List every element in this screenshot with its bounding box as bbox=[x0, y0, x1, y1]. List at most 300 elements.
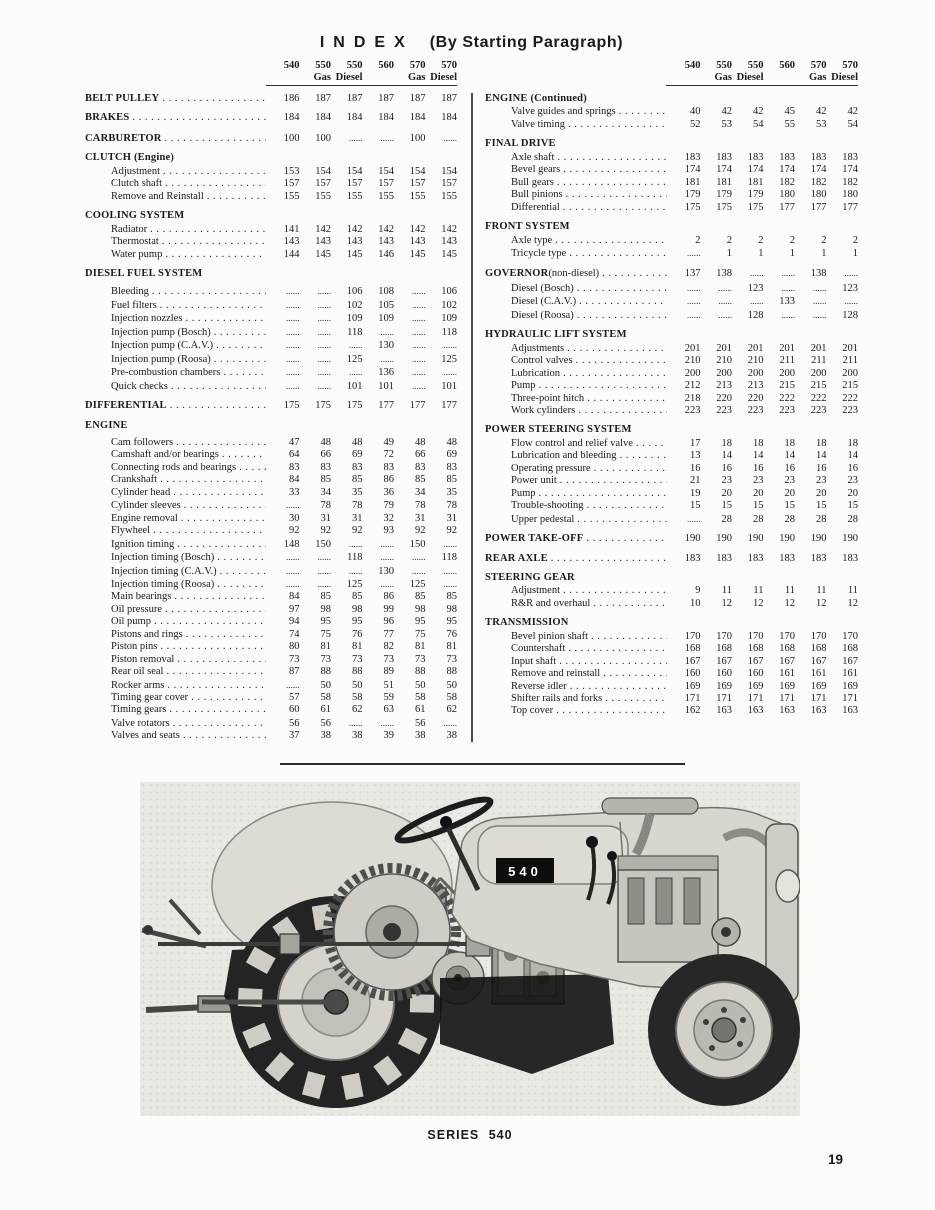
index-row-label-text: Injection pump (C.A.V.) bbox=[111, 340, 214, 352]
leader-dots bbox=[164, 133, 266, 145]
leader-dots bbox=[563, 164, 667, 176]
paragraph-number: 210 bbox=[747, 355, 764, 367]
paragraph-number: 223 bbox=[810, 404, 827, 416]
index-row-label-text: Reverse idler bbox=[511, 680, 567, 692]
paragraph-number: ...... bbox=[286, 552, 300, 563]
paragraph-number: 93 bbox=[383, 525, 394, 537]
paragraph-number: 143 bbox=[409, 236, 426, 248]
paragraph-number: ...... bbox=[349, 565, 363, 576]
paragraph-number: ...... bbox=[412, 326, 426, 337]
index-row-label bbox=[485, 500, 669, 512]
paragraph-number: 98 bbox=[320, 603, 331, 615]
paragraph-number: 168 bbox=[779, 643, 795, 655]
tractor-cutaway-illustration bbox=[140, 782, 800, 1116]
paragraph-number: 123 bbox=[747, 282, 764, 294]
index-row-label bbox=[85, 604, 268, 616]
paragraph-number: 81 bbox=[446, 641, 457, 653]
section-heading-text: HYDRAULIC LIFT SYSTEM bbox=[485, 329, 627, 341]
paragraph-number: 213 bbox=[716, 380, 732, 392]
paragraph-number: 15 bbox=[753, 500, 764, 512]
paragraph-number: ...... bbox=[380, 132, 394, 143]
index-row bbox=[85, 679, 457, 692]
paragraph-number: 28 bbox=[753, 513, 764, 525]
index-row-label-text: Piston removal bbox=[111, 653, 175, 665]
paragraph-number: 162 bbox=[684, 705, 701, 717]
paragraph-number: 154 bbox=[346, 165, 363, 177]
paragraph-number: 143 bbox=[441, 236, 457, 248]
paragraph-number: 183 bbox=[716, 151, 732, 163]
paragraph-number: 154 bbox=[441, 165, 457, 177]
figure-divider-rule bbox=[280, 763, 685, 765]
index-row bbox=[85, 236, 457, 248]
index-row bbox=[485, 585, 858, 597]
paragraph-number: 184 bbox=[441, 112, 457, 124]
leader-dots bbox=[177, 654, 266, 666]
paragraph-number: 11 bbox=[847, 585, 858, 597]
paragraph-number: ...... bbox=[349, 717, 363, 728]
index-row-label-text: Flow control and relief valve bbox=[511, 437, 633, 449]
index-row-label-text: Valve guides and springs bbox=[511, 106, 616, 118]
paragraph-number: 98 bbox=[352, 603, 363, 615]
paragraph-number: 167 bbox=[810, 655, 827, 667]
index-section bbox=[485, 533, 858, 545]
paragraph-number: 177 bbox=[779, 201, 795, 213]
index-row bbox=[85, 462, 457, 474]
index-row-label-text: Pump bbox=[511, 380, 536, 392]
index-section-heading bbox=[85, 268, 457, 280]
index-row bbox=[485, 598, 858, 610]
index-row-label-text: Thermostat bbox=[111, 236, 159, 248]
index-row bbox=[485, 106, 858, 118]
paragraph-number: 150 bbox=[315, 538, 331, 550]
index-row-label-text: Pump bbox=[511, 487, 536, 499]
paragraph-number: ...... bbox=[687, 513, 701, 524]
paragraph-number: ...... bbox=[412, 299, 426, 310]
index-row-label-text: Valves and seats bbox=[111, 730, 180, 742]
index-section-heading bbox=[85, 400, 457, 412]
paragraph-number: 62 bbox=[352, 704, 363, 716]
paragraph-number: 57 bbox=[289, 692, 300, 704]
paragraph-number: 170 bbox=[716, 630, 732, 642]
leader-dots bbox=[150, 224, 266, 236]
index-row bbox=[485, 164, 858, 176]
paragraph-number: 200 bbox=[842, 367, 858, 379]
leader-dots bbox=[186, 629, 266, 641]
paragraph-number: 167 bbox=[842, 655, 858, 667]
leader-dots bbox=[165, 604, 266, 616]
paragraph-number: ...... bbox=[718, 309, 732, 320]
paragraph-number: 184 bbox=[346, 112, 363, 124]
paragraph-number: 42 bbox=[816, 106, 827, 118]
index-row-label bbox=[85, 513, 268, 525]
index-row bbox=[485, 343, 858, 355]
paragraph-number: 75 bbox=[320, 628, 331, 640]
index-row-label-text: Ignition timing bbox=[111, 538, 175, 550]
paragraph-number: 85 bbox=[320, 591, 331, 603]
paragraph-number: 73 bbox=[415, 653, 426, 665]
index-row-label bbox=[485, 693, 669, 705]
table-column-headers bbox=[85, 60, 457, 83]
index-row-label-text: Bevel gears bbox=[511, 164, 561, 176]
paragraph-number: ...... bbox=[317, 565, 331, 576]
paragraph-number: 20 bbox=[816, 487, 827, 499]
index-row-label-text: Timing gears bbox=[111, 704, 167, 716]
index-row-label bbox=[485, 380, 669, 392]
paragraph-number: 118 bbox=[441, 552, 457, 564]
section-heading-text: BELT PULLEY bbox=[85, 93, 160, 104]
paragraph-number: 125 bbox=[346, 578, 363, 590]
index-row-label bbox=[485, 514, 669, 526]
index-row-label-text: Lubrication and bleeding bbox=[511, 450, 617, 462]
index-row-label bbox=[85, 224, 268, 236]
paragraph-number: 210 bbox=[684, 355, 701, 367]
paragraph-number: 16 bbox=[753, 462, 764, 474]
paragraph-number: 190 bbox=[684, 533, 701, 545]
paragraph-number: 168 bbox=[716, 643, 732, 655]
index-row bbox=[485, 295, 858, 308]
paragraph-number: 48 bbox=[415, 436, 426, 448]
paragraph-number: 190 bbox=[747, 533, 764, 545]
leader-dots bbox=[567, 343, 667, 355]
paragraph-number: 84 bbox=[289, 474, 300, 486]
paragraph-number: 109 bbox=[378, 313, 394, 325]
index-row bbox=[485, 668, 858, 680]
leader-dots bbox=[173, 718, 266, 730]
paragraph-number: 60 bbox=[289, 704, 300, 716]
index-row-label-text: Power unit bbox=[511, 475, 557, 487]
paragraph-number: 181 bbox=[716, 176, 732, 188]
paragraph-number: 83 bbox=[415, 461, 426, 473]
column-header bbox=[363, 60, 395, 83]
index-row bbox=[485, 631, 858, 643]
index-row-label bbox=[485, 463, 669, 475]
paragraph-number: ...... bbox=[781, 268, 795, 279]
paragraph-number: 128 bbox=[842, 309, 858, 321]
paragraph-number: 20 bbox=[721, 487, 732, 499]
paragraph-number: 222 bbox=[810, 392, 827, 404]
index-row bbox=[85, 178, 457, 190]
paragraph-number: ...... bbox=[349, 132, 363, 143]
paragraph-number: 177 bbox=[441, 400, 457, 412]
paragraph-number: ...... bbox=[443, 367, 457, 378]
paragraph-number: 109 bbox=[346, 313, 363, 325]
index-row-label-text: Injection timing (C.A.V.) bbox=[111, 565, 217, 577]
paragraph-number: 85 bbox=[320, 474, 331, 486]
paragraph-number: 155 bbox=[283, 190, 300, 202]
index-section-heading bbox=[485, 533, 858, 545]
column-header bbox=[426, 60, 458, 83]
paragraph-number: 56 bbox=[415, 717, 426, 729]
index-row-label bbox=[85, 449, 268, 461]
leader-dots bbox=[605, 693, 667, 705]
paragraph-number: ...... bbox=[286, 565, 300, 576]
paragraph-number: 35 bbox=[352, 486, 363, 498]
leader-dots bbox=[566, 189, 667, 201]
paragraph-number: 23 bbox=[753, 475, 764, 487]
paragraph-number: 184 bbox=[283, 112, 300, 124]
index-row-label bbox=[485, 405, 669, 417]
paragraph-number: 179 bbox=[747, 189, 764, 201]
index-section bbox=[485, 221, 858, 260]
paragraph-number: 23 bbox=[847, 475, 858, 487]
paragraph-number: 85 bbox=[415, 474, 426, 486]
paragraph-number: 2 bbox=[726, 234, 732, 246]
paragraph-number: 167 bbox=[716, 655, 732, 667]
leader-dots bbox=[214, 354, 266, 366]
paragraph-number: 50 bbox=[320, 679, 331, 691]
index-row-label bbox=[85, 616, 268, 628]
paragraph-number: 83 bbox=[352, 461, 363, 473]
paragraph-number: 130 bbox=[378, 565, 394, 577]
index-row-label bbox=[85, 367, 268, 379]
figure-caption: SERIES 540 bbox=[427, 1127, 513, 1142]
paragraph-number: 168 bbox=[747, 643, 764, 655]
index-row-label bbox=[85, 191, 268, 203]
paragraph-number: 101 bbox=[346, 380, 363, 392]
index-row bbox=[85, 629, 457, 641]
index-row-label bbox=[485, 343, 669, 355]
paragraph-number: 18 bbox=[753, 437, 764, 449]
leader-dots bbox=[563, 202, 667, 214]
paragraph-number: ...... bbox=[286, 340, 300, 351]
paragraph-number: 14 bbox=[753, 450, 764, 462]
paragraph-number: 78 bbox=[415, 500, 426, 512]
section-heading-label bbox=[85, 152, 457, 164]
section-heading-label bbox=[485, 138, 858, 150]
paragraph-number: 1 bbox=[726, 247, 732, 259]
paragraph-number: 211 bbox=[842, 355, 858, 367]
index-table-left bbox=[85, 60, 457, 750]
paragraph-number: 155 bbox=[441, 190, 457, 202]
paragraph-number: 187 bbox=[409, 93, 426, 104]
index-row-label-text: Axle shaft bbox=[511, 151, 555, 163]
section-heading-label bbox=[485, 329, 858, 341]
paragraph-number: 175 bbox=[684, 201, 701, 213]
index-row-label bbox=[485, 450, 669, 462]
paragraph-number: 23 bbox=[721, 475, 732, 487]
paragraph-number: 201 bbox=[842, 342, 858, 354]
paragraph-number: 23 bbox=[784, 475, 795, 487]
paragraph-number: 144 bbox=[283, 248, 300, 260]
index-section bbox=[85, 132, 457, 145]
index-row-label-text: Differential bbox=[511, 201, 560, 213]
paragraph-number: 150 bbox=[409, 538, 426, 550]
paragraph-number: 45 bbox=[784, 106, 795, 118]
paragraph-number: 85 bbox=[446, 474, 457, 486]
paragraph-number: ...... bbox=[286, 299, 300, 310]
paragraph-number: 183 bbox=[747, 552, 764, 564]
paragraph-number: 142 bbox=[409, 223, 426, 235]
index-row bbox=[485, 693, 858, 705]
leader-dots bbox=[223, 367, 266, 379]
leader-dots bbox=[578, 405, 667, 417]
paragraph-number: 92 bbox=[320, 525, 331, 537]
index-row-label-text: Connecting rods and bearings bbox=[111, 461, 237, 473]
index-row bbox=[85, 578, 457, 591]
column-header bbox=[669, 60, 701, 83]
paragraph-number: 118 bbox=[347, 326, 363, 338]
paragraph-number: 58 bbox=[446, 692, 457, 704]
paragraph-number: 170 bbox=[684, 630, 701, 642]
paragraph-number: 88 bbox=[352, 666, 363, 678]
paragraph-number: 100 bbox=[283, 132, 300, 144]
paragraph-number: 77 bbox=[383, 628, 394, 640]
index-section bbox=[485, 424, 858, 526]
paragraph-number: 190 bbox=[716, 533, 732, 545]
paragraph-number: 94 bbox=[289, 616, 300, 628]
index-row-label bbox=[485, 355, 669, 367]
index-row-label bbox=[485, 438, 669, 450]
paragraph-number: 96 bbox=[383, 616, 394, 628]
index-row bbox=[485, 282, 858, 295]
paragraph-number: ...... bbox=[317, 313, 331, 324]
index-row bbox=[485, 247, 858, 260]
paragraph-number: 53 bbox=[816, 118, 827, 130]
leader-dots bbox=[559, 656, 667, 668]
paragraph-number: ...... bbox=[380, 578, 394, 589]
leader-dots bbox=[216, 340, 266, 352]
paragraph-number: 83 bbox=[320, 461, 331, 473]
paragraph-number: 15 bbox=[816, 500, 827, 512]
page-title-subtitle: (By Starting Paragraph) bbox=[429, 34, 624, 51]
index-row-label-text: Remove and Reinstall bbox=[111, 190, 204, 202]
leader-dots bbox=[170, 400, 266, 412]
paragraph-number: 187 bbox=[346, 93, 363, 104]
column-header-fuel: Diesel bbox=[831, 71, 858, 83]
paragraph-number: 83 bbox=[446, 461, 457, 473]
index-row-label-text: Cam followers bbox=[111, 436, 174, 448]
section-heading-text: ENGINE (Continued) bbox=[485, 93, 587, 104]
index-section-heading bbox=[485, 424, 858, 436]
paragraph-number: 63 bbox=[383, 704, 394, 716]
paragraph-number: 171 bbox=[842, 693, 858, 705]
paragraph-number: 212 bbox=[684, 380, 701, 392]
index-section-heading bbox=[85, 132, 457, 145]
paragraph-number: ...... bbox=[317, 380, 331, 391]
paragraph-number: 28 bbox=[721, 513, 732, 525]
section-heading-label bbox=[485, 572, 858, 584]
index-row bbox=[485, 463, 858, 475]
index-row bbox=[85, 591, 457, 603]
paragraph-number: 223 bbox=[747, 404, 764, 416]
front-wheel bbox=[648, 954, 800, 1106]
index-row-label bbox=[485, 585, 669, 597]
paragraph-number: 174 bbox=[842, 164, 858, 176]
index-row-label bbox=[85, 704, 268, 716]
paragraph-number: ...... bbox=[286, 679, 300, 690]
leader-dots bbox=[163, 166, 266, 178]
paragraph-number: 83 bbox=[383, 461, 394, 473]
column-header bbox=[764, 60, 796, 83]
paragraph-number: 201 bbox=[779, 342, 795, 354]
paragraph-number: 61 bbox=[415, 704, 426, 716]
paragraph-number: 79 bbox=[383, 500, 394, 512]
paragraph-number: 201 bbox=[716, 342, 732, 354]
index-row-label bbox=[485, 283, 669, 295]
paragraph-number: 48 bbox=[320, 436, 331, 448]
index-row bbox=[85, 474, 457, 486]
paragraph-number: 56 bbox=[320, 717, 331, 729]
paragraph-number: 20 bbox=[784, 487, 795, 499]
paragraph-number: 48 bbox=[446, 436, 457, 448]
index-section-heading bbox=[85, 152, 457, 164]
index-row bbox=[485, 681, 858, 693]
paragraph-number: 222 bbox=[842, 392, 858, 404]
section-heading-text: FRONT SYSTEM bbox=[485, 221, 570, 233]
leader-dots bbox=[587, 500, 667, 512]
paragraph-number: 42 bbox=[847, 106, 858, 118]
paragraph-number: 183 bbox=[810, 151, 827, 163]
index-row-label-text: Quick checks bbox=[111, 380, 168, 392]
index-row-label-text: Camshaft and/or bearings bbox=[111, 449, 219, 461]
index-row-label-text: Valve timing bbox=[511, 118, 565, 130]
index-section bbox=[85, 400, 457, 412]
leader-dots bbox=[220, 566, 266, 578]
column-header-model: 570 bbox=[441, 60, 457, 71]
index-row bbox=[85, 326, 457, 339]
index-section-heading bbox=[485, 138, 858, 150]
paragraph-number: 163 bbox=[810, 705, 827, 717]
paragraph-number: 125 bbox=[441, 353, 457, 365]
index-section bbox=[85, 268, 457, 393]
index-row bbox=[85, 312, 457, 325]
paragraph-number: 72 bbox=[383, 449, 394, 461]
paragraph-number: 10 bbox=[690, 597, 701, 609]
paragraph-number: 171 bbox=[747, 693, 764, 705]
paragraph-number: 200 bbox=[779, 367, 795, 379]
index-row-label-text: Radiator bbox=[111, 223, 148, 235]
paragraph-number: 85 bbox=[352, 474, 363, 486]
index-row bbox=[85, 166, 457, 178]
leader-dots bbox=[576, 355, 667, 367]
index-row-label-text: Shifter rails and forks bbox=[511, 693, 603, 705]
paragraph-number: 163 bbox=[779, 705, 795, 717]
paragraph-number: ...... bbox=[443, 578, 457, 589]
index-row-label-text: Flywheel bbox=[111, 525, 151, 537]
column-header-model: 570 bbox=[842, 60, 858, 71]
paragraph-number: 11 bbox=[816, 585, 827, 597]
column-header bbox=[795, 60, 827, 83]
paragraph-number: 15 bbox=[690, 500, 701, 512]
paragraph-number: 23 bbox=[816, 475, 827, 487]
paragraph-number: 14 bbox=[721, 450, 732, 462]
index-row bbox=[85, 285, 457, 298]
paragraph-number: 50 bbox=[415, 679, 426, 691]
index-row-label bbox=[485, 164, 669, 176]
paragraph-number: 175 bbox=[346, 400, 363, 412]
index-row bbox=[85, 249, 457, 261]
paragraph-number: 160 bbox=[716, 668, 732, 680]
paragraph-number: ...... bbox=[286, 367, 300, 378]
paragraph-number: 157 bbox=[346, 178, 363, 190]
leader-dots bbox=[539, 380, 667, 392]
paragraph-number: 100 bbox=[315, 132, 331, 144]
paragraph-number: ...... bbox=[317, 286, 331, 297]
paragraph-number: 99 bbox=[383, 603, 394, 615]
section-heading-label bbox=[485, 533, 669, 545]
paragraph-number: 108 bbox=[378, 286, 394, 298]
leader-dots bbox=[239, 462, 266, 474]
paragraph-number: ...... bbox=[813, 309, 827, 320]
paragraph-number: 169 bbox=[684, 680, 701, 692]
paragraph-number: 50 bbox=[446, 679, 457, 691]
paragraph-number: 187 bbox=[378, 93, 394, 104]
index-row-label bbox=[85, 666, 268, 678]
paragraph-number: 31 bbox=[415, 512, 426, 524]
index-row bbox=[485, 643, 858, 655]
tractor-cutaway-svg bbox=[140, 782, 800, 1116]
paragraph-number: ...... bbox=[286, 380, 300, 391]
